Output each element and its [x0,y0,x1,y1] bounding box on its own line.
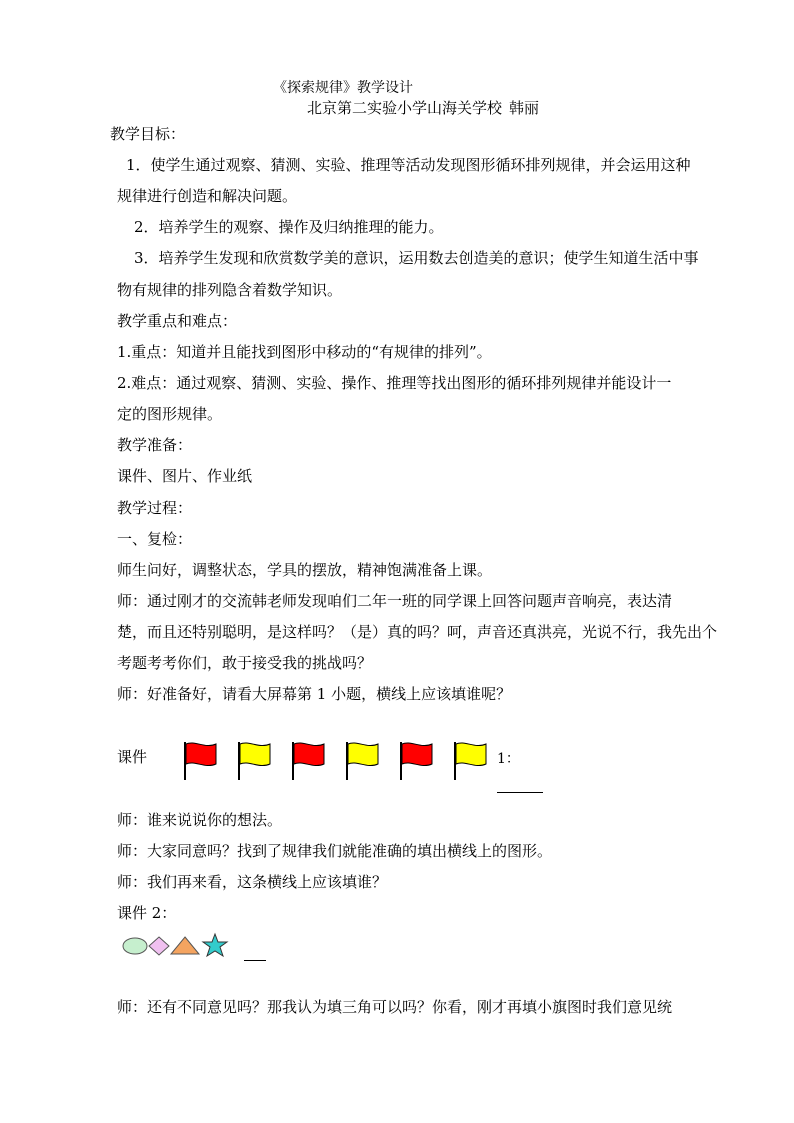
key-point-1: 1.重点：知道并且能找到图形中移动的“有规律的排列”。 [117,343,492,361]
flag-4 [345,740,385,782]
oval-shape [123,938,147,954]
flag-cloth [456,743,486,766]
dialog-line-4: 师：还有不同意见吗？那我认为填三角可以吗？你看，刚才再填小旗图时我们意见统 [117,998,673,1016]
flag-5 [399,740,439,782]
flag-cloth [240,743,270,766]
document-title: 《探索规律》教学设计 [273,80,413,96]
courseware-1-number: 1： [497,751,520,767]
flag-cloth [348,743,378,766]
flag-cloth [402,743,432,766]
answer-blank-2 [244,960,266,961]
goal-3-line-1: 3．培养学生发现和欣赏数学美的意识，运用数去创造美的意识；使学生知道生活中事 [134,249,699,267]
dialog-line-3: 师：我们再来看，这条横线上应该填谁？ [117,873,388,891]
key-point-2-line-2: 定的图形规律。 [117,405,223,423]
goal-1-line-2: 规律进行创造和解决问题。 [117,187,298,205]
shape-sequence [120,932,234,960]
courseware-1-label: 课件 [117,748,148,766]
process-heading: 教学过程： [117,499,193,517]
process-paragraph-2-line-2: 楚，而且还特别聪明，是这样吗？（是）真的吗？呵，声音还真洪亮，光说不行，我先出个 [117,623,718,641]
flag-2 [237,740,277,782]
flag-3 [291,740,331,782]
dialog-line-2: 师：大家同意吗？找到了规律我们就能准确的填出横线上的图形。 [117,842,553,860]
key-point-2-line-1: 2.难点：通过观察、猜测、实验、操作、推理等找出图形的循环排列规律并能设计一 [117,374,672,392]
dialog-line-1: 师：谁来说说你的想法。 [117,811,283,829]
flag-cloth [294,743,324,766]
process-paragraph-2-line-1: 师：通过刚才的交流韩老师发现咱们二年一班的同学课上回答问题声音响亮，表达清 [117,592,673,610]
school-name: 北京第二实验小学山海关学校 [307,99,503,117]
process-paragraph-2-line-3: 考题考考你们，敢于接受我的挑战吗？ [117,654,373,672]
goal-1-line-1: 1．使学生通过观察、猜测、实验、推理等活动发现图形循环排列规律，并会运用这种 [126,156,691,174]
flag-1 [183,740,223,782]
goal-2: 2．培养学生的观察、操作及归纳推理的能力。 [134,218,444,236]
answer-blank-1 [497,792,543,793]
goals-heading: 教学目标： [110,125,186,143]
triangle-shape [171,937,199,954]
courseware-2-label: 课件 2： [117,904,177,922]
flag-cloth [186,743,216,766]
diamond-shape [149,937,169,955]
goal-3-line-2: 物有规律的排列隐含着数学知识。 [117,281,343,299]
process-paragraph-3: 师：好准备好，请看大屏幕第 1 小题，横线上应该填谁呢？ [117,685,512,703]
preparation-heading: 教学准备： [117,436,193,454]
flag-6 [453,740,493,782]
star-shape [203,934,227,956]
section-1-heading: 一、复检： [117,530,193,548]
process-paragraph-1: 师生问好，调整状态，学具的摆放，精神饱满准备上课。 [117,561,493,579]
preparation-items: 课件、图片、作业纸 [117,467,253,485]
key-points-heading: 教学重点和难点： [117,312,238,330]
author-name: 韩丽 [509,99,540,117]
